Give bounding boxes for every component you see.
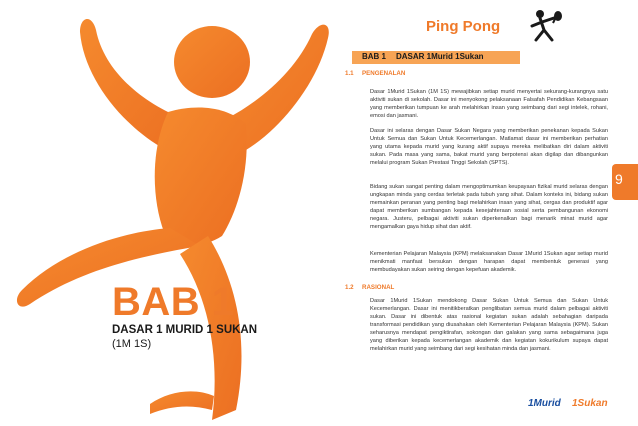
sport-title: Ping Pong: [426, 18, 501, 35]
section-number: 1.2: [345, 284, 354, 291]
section-number: 1.1: [345, 70, 354, 77]
chapter-banner: [352, 51, 520, 64]
banner-bab-label: BAB 1: [362, 52, 387, 61]
ping-pong-player-icon: [526, 6, 566, 46]
logo-text-1sukan: 1Sukan: [572, 398, 608, 409]
chapter-title: DASAR 1 MURID 1 SUKAN: [112, 324, 258, 336]
page-number: 9: [615, 171, 623, 187]
paragraph: Kementerian Pelajaran Malaysia (KPM) melaksanakan Dasar 1Murid 1Sukan agar setiap murid menikmati manfaat bersukan dengan harapan dapat membentuk generasi yang membudayakan sukan seiring dengan kepefuan akademik.: [370, 251, 608, 273]
section-heading: PENGENALAN: [362, 70, 406, 77]
paragraph: Dasar 1Murid 1Sukan (1M 1S) mewajibkan setiap murid menyertai sekurang-kurangnya satu aktiviti sukan di sekolah. Dasar ini menyokong pelaksanaan Falsafah Pendidikan Kebangsaan yang memberikan tumpuan ke arah melahirkan insan yang seimbang dari segi intelek, rohani, emosi dan jasmani.: [370, 89, 608, 119]
section-heading: RASIONAL: [362, 284, 395, 291]
chapter-number: BAB 1: [112, 280, 235, 324]
paragraph: Dasar ini selaras dengan Dasar Sukan Negara yang memberikan penekanan kepada Sukan Untuk Semua dan Sukan Untuk Kecemerlangan. Matlamat dasar ini memberikan perhatian yang utama kepada murid yang kurang aktif supaya mereka melibatkan diri dalam aktiviti sukan. Pada masa yang sama, bakat murid yang berpotensi akan digilap dan dibangunkan melalui program Sukan Prestasi Tinggi Sekolah (SPTS).: [370, 128, 608, 166]
paragraph: Dasar 1Murid 1Sukan mendokong Dasar Sukan Untuk Semua dan Sukan Untuk Kecemerlangan. Dasar ini menitikberatkan penglibatan semua murid dalam pelbagai aktiviti sukan. Dasar ini dibentuk atas rasional kegiatan sukan adalah sebahagian daripada transformasi pendidikan yang diusahakan oleh Kementerian Pelajaran Malaysia (KPM). Sukan seharusnya mendapat pengiktirafan, sokongan dan galakan yang sama sebagaimana juga yang diberikan kepada kecemerlangan akademik dan kegiatan kokurikulum supaya dapat melahirkan murid yang seimbang dari segi kesihatan minda dan jasmani.: [370, 298, 608, 352]
chapter-subtitle: (1M 1S): [112, 338, 152, 350]
banner-bab-text: DASAR 1Murid 1Sukan: [396, 52, 484, 61]
logo-text-1murid: 1Murid: [528, 398, 561, 409]
chapter-block: [112, 282, 332, 350]
paragraph: Bidang sukan sangat penting dalam mengoptimumkan keupayaan fizikal murid selaras dengan ungkapan minda yang cerdas terletak pada tubuh yang sihat. Dalam konteks ini, bidang sukan memainkan peranan yang penting bagi melahirkan insan yang sihat, cergas dan produktif agar dapat memberikan sumbangan kepada kesejahteraan sosial serta pembangunan ekonomi negara. Justeru, pelbagai aktiviti sukan diperkenalkan bagi menarik minat murid agar mengamalkan gaya hidup sihat dan aktif.: [370, 184, 608, 230]
